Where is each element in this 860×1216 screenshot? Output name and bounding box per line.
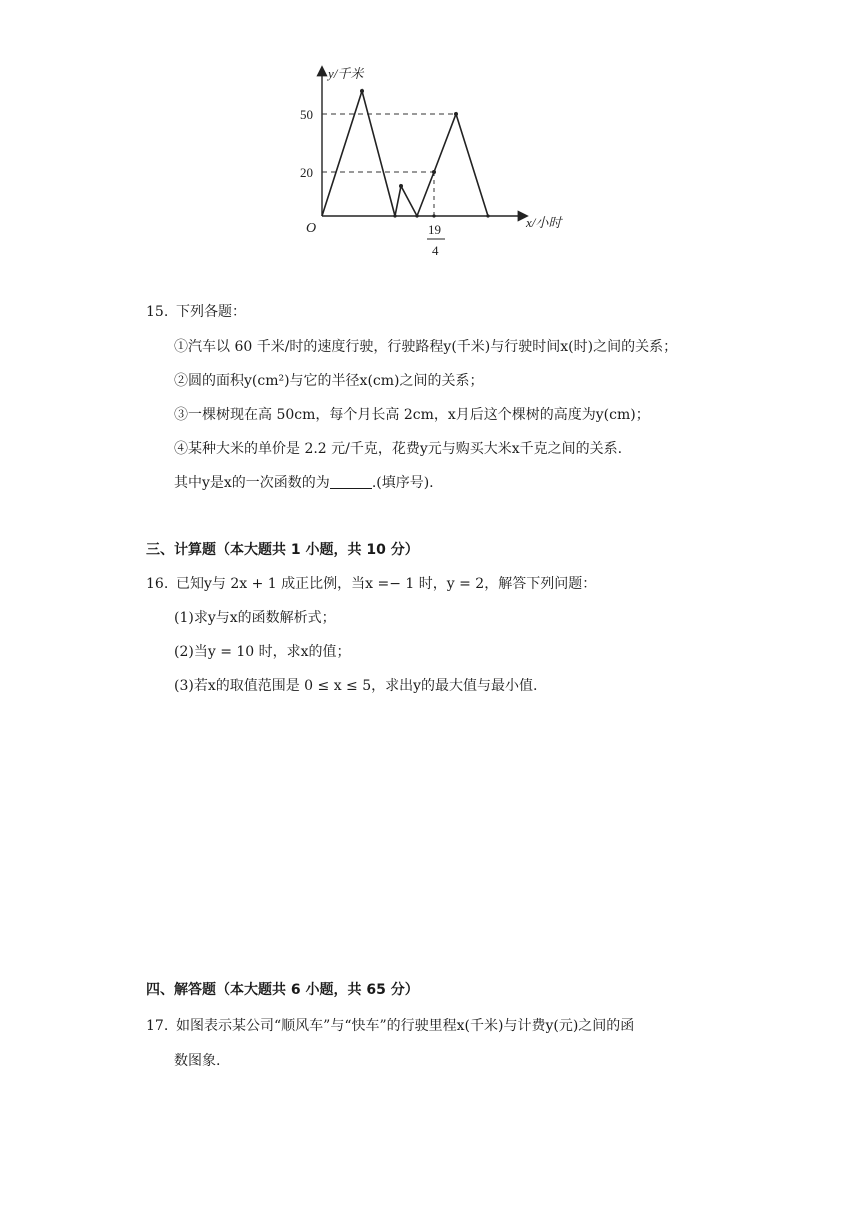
question-16-part: (3)若x的取值范围是 0 ≤ x ≤ 5，求出y的最大值与最小值. [174, 678, 538, 694]
question-15-item: ④某种大米的单价是 2.2 元/千克，花费y元与购买大米x千克之间的关系. [174, 441, 623, 457]
question-15-title: 下列各题： [176, 304, 246, 320]
graph-line [322, 91, 488, 216]
x-tick-numerator: 19 [428, 222, 441, 237]
graph-point [486, 214, 489, 217]
graph-point [432, 214, 435, 217]
x-axis-label: x/小时 [526, 215, 562, 230]
question-17-number: 17. [146, 1018, 169, 1034]
y-tick-label-50: 50 [300, 107, 313, 122]
x-tick-denominator: 4 [432, 243, 439, 258]
graph-svg [290, 58, 580, 268]
graph-point [393, 214, 396, 217]
question-16-number: 16. [146, 576, 169, 592]
question-15-answer-line [174, 473, 434, 493]
y-axis-label: y/千米 [328, 66, 364, 81]
graph-point [399, 184, 403, 188]
graph-point [432, 170, 436, 174]
question-17-text-continued: 数图象. [174, 1053, 221, 1069]
question-15-item: ②圆的面积y(cm²)与它的半径x(cm)之间的关系； [174, 373, 484, 389]
answer-blank[interactable] [330, 474, 372, 489]
question-15-item: ③一棵树现在高 50cm，每个月长高 2cm，x月后这个棵树的高度为y(cm)； [174, 407, 650, 423]
question-16-part: (1)求y与x的函数解析式； [174, 610, 336, 626]
question-17-text: 如图表示某公司“顺风车”与“快车”的行驶里程x(千米)与计费y(元)之间的函 [176, 1018, 635, 1034]
graph-point [415, 214, 418, 217]
question-15-item: ①汽车以 60 千米/时的速度行驶，行驶路程y(千米)与行驶时间x(时)之间的关系； [174, 339, 678, 355]
question-16-stem: 已知y与 2x + 1 成正比例，当x =− 1 时，y = 2，解答下列问题： [176, 576, 597, 592]
question-16-part: (2)当y = 10 时，求x的值； [174, 644, 351, 660]
answer-prefix: 其中y是x的一次函数的为 [174, 475, 330, 491]
section-4-heading: 四、解答题（本大题共 6 小题，共 65 分） [146, 982, 419, 998]
graph-point [360, 89, 364, 93]
origin-label: O [306, 221, 317, 236]
question-15-number: 15. [146, 304, 169, 320]
distance-time-graph [290, 58, 580, 268]
section-3-heading: 三、计算题（本大题共 1 小题，共 10 分） [146, 542, 419, 558]
y-tick-label-20: 20 [300, 165, 313, 180]
graph-point [454, 112, 458, 116]
answer-suffix: .(填序号). [371, 475, 434, 491]
